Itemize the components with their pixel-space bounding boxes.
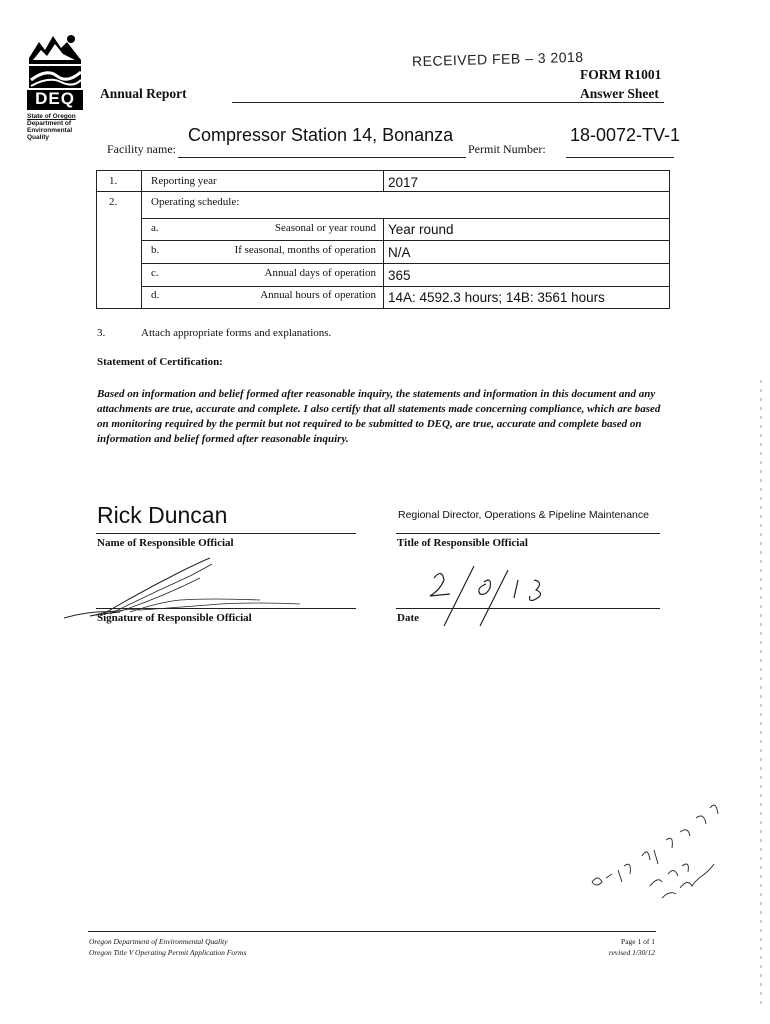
row-number: 2. — [109, 196, 118, 208]
months-field[interactable]: N/A — [388, 245, 411, 260]
header-rule — [232, 102, 664, 103]
received-stamp: RECEIVED FEB – 3 2018 — [411, 48, 584, 70]
handwritten-note-icon — [588, 790, 728, 900]
attach-forms-text: Attach appropriate forms and explanations. — [141, 327, 332, 339]
official-name-underline — [96, 533, 356, 534]
footer-agency — [89, 936, 246, 958]
facility-name-underline — [178, 157, 466, 158]
certification-heading: Statement of Certification: — [97, 356, 223, 368]
row-number: 3. — [97, 327, 106, 339]
table-divider — [141, 240, 669, 241]
table-divider — [141, 286, 669, 287]
facility-name-label: Facility name: — [107, 142, 176, 156]
footer-agency-line: Oregon Title V Operating Permit Application Forms — [89, 948, 247, 957]
footer-agency-line: Oregon Department of Environmental Quality — [89, 937, 228, 946]
date-label: Date — [397, 612, 419, 624]
logo-caption-line: Department of — [27, 120, 72, 127]
page-subtitle: Answer Sheet — [580, 86, 659, 101]
reporting-year-label: Reporting year — [151, 175, 217, 187]
annual-hours-label: Annual hours of operation — [260, 289, 376, 301]
scan-edge-artifact — [758, 380, 764, 1010]
permit-number-underline — [566, 157, 674, 158]
signature-underline — [96, 608, 356, 609]
subrow-letter: c. — [151, 267, 159, 279]
footer-page-info — [560, 936, 655, 958]
form-number: FORM R1001 — [580, 67, 662, 82]
report-table — [96, 170, 670, 309]
annual-hours-field[interactable]: 14A: 4592.3 hours; 14B: 3561 hours — [388, 290, 605, 305]
logo-caption — [27, 113, 97, 141]
table-divider — [141, 263, 669, 264]
page-title: Annual Report — [100, 86, 187, 101]
certification-text: Based on information and belief formed after reasonable inquiry, the statements and information in this document and any attachments are true, accurate and complete. I also certify that all statements made concerning compliance, which are based on monitoring required by the permit but not required to be submitted to DEQ, are true, accurate and complete based on information and belief formed after reasonable inquiry. — [97, 388, 661, 445]
seasonal-label: Seasonal or year round — [274, 222, 376, 234]
revision-date: revised 1/30/12 — [608, 948, 655, 957]
seasonal-field[interactable]: Year round — [388, 222, 454, 237]
handwritten-date-icon — [414, 560, 564, 628]
table-divider — [141, 218, 669, 219]
table-divider — [97, 191, 669, 192]
signature-label: Signature of Responsible Official — [97, 612, 252, 624]
subrow-letter: b. — [151, 244, 160, 256]
subrow-letter: d. — [151, 289, 160, 301]
official-title-label: Title of Responsible Official — [397, 537, 528, 549]
months-label: If seasonal, months of operation — [234, 244, 376, 256]
date-underline — [396, 608, 660, 609]
permit-number-label: Permit Number: — [468, 142, 546, 156]
page-number: Page 1 of 1 — [621, 937, 655, 946]
reporting-year-field[interactable]: 2017 — [388, 175, 419, 190]
logo-caption-line: Environmental — [27, 127, 73, 134]
annual-days-label: Annual days of operation — [264, 267, 376, 279]
official-title-field[interactable]: Regional Director, Operations & Pipeline Maintenance — [398, 509, 649, 521]
operating-schedule-label: Operating schedule: — [151, 196, 240, 208]
logo-caption-line: State of Oregon — [27, 113, 76, 120]
subrow-letter: a. — [151, 222, 159, 234]
annual-days-field[interactable]: 365 — [388, 268, 411, 283]
official-name-field[interactable]: Rick Duncan — [97, 502, 228, 528]
table-divider — [383, 171, 384, 191]
logo-caption-line: Quality — [27, 134, 50, 141]
row-number: 1. — [109, 175, 118, 187]
deq-logo — [27, 30, 83, 110]
footer-rule — [88, 931, 656, 932]
facility-name-field[interactable]: Compressor Station 14, Bonanza — [188, 125, 454, 145]
permit-number-field[interactable]: 18-0072-TV-1 — [570, 125, 681, 145]
deq-logo-mark: DEQ — [35, 89, 75, 108]
official-title-underline — [396, 533, 660, 534]
official-name-label: Name of Responsible Official — [97, 537, 234, 549]
